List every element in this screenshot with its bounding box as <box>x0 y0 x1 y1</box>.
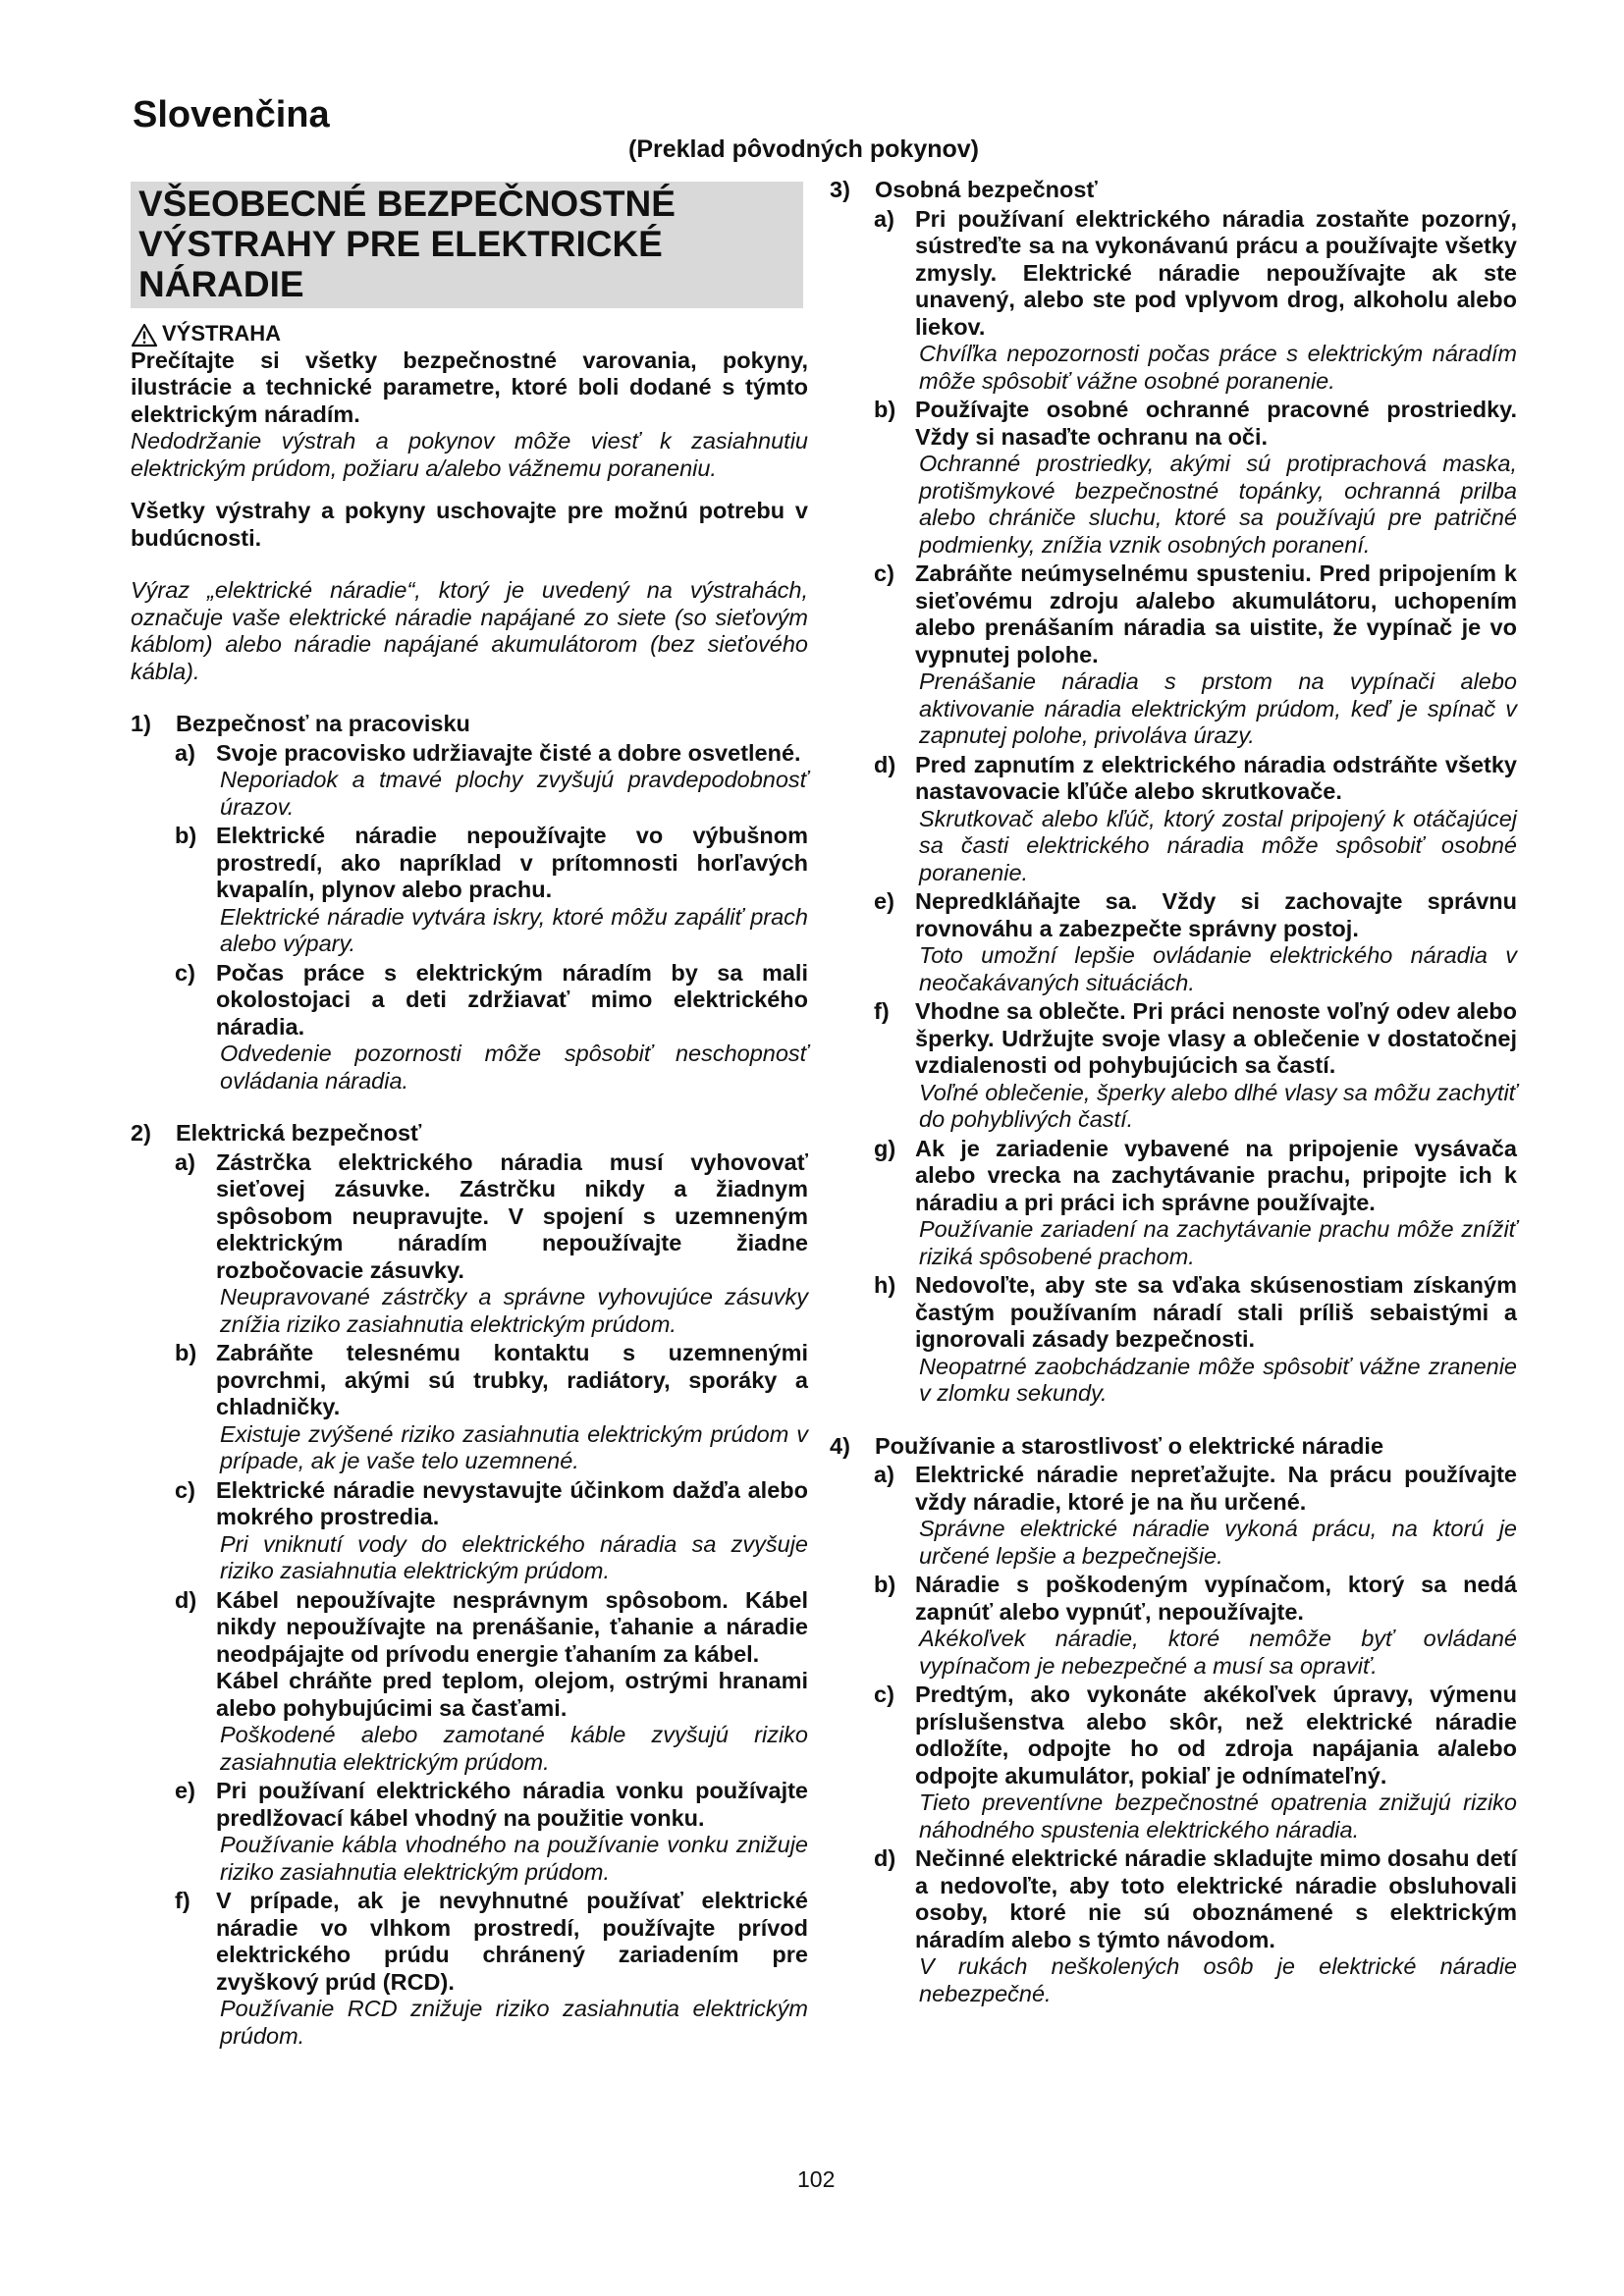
page-number: 102 <box>797 2166 836 2192</box>
warning-consequence: Nedodržanie výstrah a pokynov môže viesť k zasiahnutiu elektrickým prúdom, požiaru a/alebo vážnemu poraneniu. <box>131 428 808 481</box>
list-item: c) Elektrické náradie nevystavujte účinkom dažďa alebo mokrého prostredia. Pri vniknutí vody do elektrického náradia sa zvyšuje riziko zasiahnutia elektrickým prúdom. <box>175 1476 808 1583</box>
list-item: a) Zástrčka elektrického náradia musí vyhovovať sieťovej zásuvke. Zástrčku nikdy a žiadnym spôsobom neupravujte. V spojení s uzemneným elektrickým náradím nepoužívajte žiadne rozbočovacie zásuvky. Neupravované zástrčky a správne vyhovujúce zásuvky znížia riziko zasiahnutia elektrickým prúdom. <box>175 1148 808 1337</box>
list-item: d) Kábel nepoužívajte nesprávnym spôsobom. Kábel nikdy nepoužívajte na prenášanie, ťahanie a náradie neodpájajte od prívodu energie ťahaním za kábel. Kábel chráňte pred teplom, olejom, ostrými hranami alebo pohybujúcimi sa časťami. Poškodené alebo zamotané káble zvyšujú riziko zasiahnutia elektrickým prúdom. <box>175 1586 808 1775</box>
keep-instructions: Všetky výstrahy a pokyny uschovajte pre možnú potrebu v budúcnosti. <box>131 498 808 551</box>
section-personal-safety <box>830 177 1517 1408</box>
warning-triangle-icon <box>131 323 158 347</box>
section-title: 2) Elektrická bezpečnosť <box>131 1120 422 1146</box>
list-item: f) V prípade, ak je nevyhnutné používať elektrické náradie vo vlhkom prostredí, používajte prívod elektrického prúdu chránený zariadením pre zvyškový prúd (RCD). Používanie RCD znižuje riziko zasiahnutia elektrickým prúdom. <box>175 1888 808 2049</box>
translation-note: (Preklad pôvodných pokynov) <box>628 135 980 163</box>
list-item: h) Nedovoľte, aby ste sa vďaka skúsenostiam získaným častým používaním náradí stali príliš sebaistými a ignorovali zásady bezpečnosti. Neopatrné zaobchádzanie môže spôsobiť vážne zranenie v zlomku sekundy. <box>874 1272 1517 1406</box>
language-heading: Slovenčina <box>133 94 330 135</box>
list-item: g) Ak je zariadenie vybavené na pripojenie vysávača alebo vrecka na zachytávanie prachu, pripojte ich k náradiu a pri práci ich správne používajte. Používanie zariadení na zachytávanie prachu môže znížiť riziká spôsobené prachom. <box>874 1135 1517 1269</box>
left-column <box>131 182 808 2050</box>
term-definition: Výraz „elektrické náradie“, ktorý je uvedený na výstrahách, označuje vaše elektrické náradie napájané zo siete (so sieťovým káblom) alebo náradie napájané akumulátorom (bez sieťového kábla). <box>131 577 808 684</box>
title-line: NÁRADIE <box>138 264 304 304</box>
warning-text: Prečítajte si všetky bezpečnostné varovania, pokyny, ilustrácie a technické parametre, ktoré boli dodané s týmto elektrickým náradím. <box>131 347 808 427</box>
warning-heading <box>131 320 808 347</box>
section-electrical-safety <box>131 1120 808 2050</box>
list-item: b) Náradie s poškodeným vypínačom, ktorý sa nedá zapnúť alebo vypnúť, nepoužívajte. Akékoľvek náradie, ktoré nemôže byť ovládané vypínačom je nebezpečné a musí sa opraviť. <box>874 1572 1517 1679</box>
list-item: c) Zabráňte neúmyselnému spusteniu. Pred pripojením k sieťovému zdroju a/alebo akumulátoru, uchopením alebo prenášaním náradia sa uistite, že vypínač je vo vypnutej polohe. Prenášanie náradia s prstom na vypínači alebo aktivovanie náradia elektrickým prúdom, keď je spínač v zapnutej polohe, privoláva úrazy. <box>874 561 1517 748</box>
right-column <box>830 177 1517 2007</box>
warning-label: VÝSTRAHA <box>162 321 282 346</box>
list-item: d) Pred zapnutím z elektrického náradia odstráňte všetky nastavovacie kľúče alebo skrutkovače. Skrutkovač alebo kľúč, ktorý zostal pripojený k otáčajúcej sa časti elektrického náradia môže spôsobiť osobné poranenie. <box>874 751 1517 885</box>
list-item: c) Predtým, ako vykonáte akékoľvek úpravy, výmenu príslušenstva alebo skôr, než elektrické náradie odložíte, odpojte ho od zdroja napájania a/alebo odpojte akumulátor, pokiaľ je odnímateľný. Tieto preventívne bezpečnostné opatrenia znižujú riziko náhodného spustenia elektrického náradia. <box>874 1682 1517 1842</box>
list-item: b) Elektrické náradie nepoužívajte vo výbušnom prostredí, ako napríklad v prítomnosti horľavých kvapalín, plynov alebo prachu. Elektrické náradie vytvára iskry, ktoré môžu zapáliť prach alebo výpary. <box>175 823 808 956</box>
list-item: b) Zabráňte telesnému kontaktu s uzemnenými povrchmi, akými sú trubky, radiátory, sporáky a chladničky. Existuje zvýšené riziko zasiahnutia elektrickým prúdom v prípade, ak je vaše telo uzemnené. <box>175 1340 808 1473</box>
list-item: b) Používajte osobné ochranné pracovné prostriedky. Vždy si nasaďte ochranu na oči. Ochranné prostriedky, akými sú protiprachová maska, protišmykové bezpečnostné topánky, ochranná prilba alebo chrániče sluchu, ktoré sa používajú pre patričné podmienky, znížia vznik osobných poranení. <box>874 397 1517 558</box>
section-title: 1) Bezpečnosť na pracovisku <box>131 711 470 736</box>
section-work-area <box>131 711 808 1095</box>
list-item: a) Pri používaní elektrického náradia zostaňte pozorný, sústreďte sa na vykonávanú prácu a používajte všetky zmysly. Elektrické náradie nepoužívajte ak ste unavený, alebo ste pod vplyvom drog, alkoholu alebo liekov. Chvíľka nepozornosti počas práce s elektrickým náradím môže spôsobiť vážne osobné poranenie. <box>874 205 1517 394</box>
list-item: f) Vhodne sa oblečte. Pri práci nenoste voľný odev alebo šperky. Udržujte svoje vlasy a oblečenie v dostatočnej vzdialenosti od pohybujúcich sa častí. Voľné oblečenie, šperky alebo dlhé vlasy sa môžu zachytiť do pohyblivých častí. <box>874 998 1517 1132</box>
title-line: VÝSTRAHY PRE ELEKTRICKÉ <box>138 224 663 264</box>
list-item: a) Elektrické náradie nepreťažujte. Na prácu používajte vždy náradie, ktoré je na ňu určené. Správne elektrické náradie vykoná prácu, na ktorú je určené lepšie a bezpečnejšie. <box>874 1462 1517 1569</box>
list-item: e) Nepredkláňajte sa. Vždy si zachovajte správnu rovnováhu a zabezpečte správny postoj. Toto umožní lepšie ovládanie elektrického náradia v neočakávaných situáciách. <box>874 888 1517 995</box>
title-line: VŠEOBECNÉ BEZPEČNOSTNÉ <box>138 184 676 224</box>
section-title: 3) Osobná bezpečnosť <box>830 177 1098 202</box>
list-item: d) Nečinné elektrické náradie skladujte mimo dosahu detí a nedovoľte, aby toto elektrické náradie obsluhovali osoby, ktoré nie sú oboznámené s elektrickým náradím alebo s týmto návodom. V rukách neškolených osôb je elektrické náradie nebezpečné. <box>874 1845 1517 2006</box>
section-title: 4) Používanie a starostlivosť o elektrické náradie <box>830 1432 1384 1459</box>
list-item: e) Pri používaní elektrického náradia vonku používajte predlžovací kábel vhodný na použitie vonku. Používanie kábla vhodného na používanie vonku znižuje riziko zasiahnutia elektrickým prúdom. <box>175 1778 808 1885</box>
list-item: a) Svoje pracovisko udržiavajte čisté a dobre osvetlené. Neporiadok a tmavé plochy zvyšujú pravdepodobnosť úrazov. <box>175 739 808 820</box>
document-title-box <box>131 182 803 308</box>
section-tool-use-care <box>830 1433 1517 2008</box>
list-item: c) Počas práce s elektrickým náradím by sa mali okolostojaci a deti zdržiavať mimo elektrického náradia. Odvedenie pozornosti môže spôsobiť neschopnosť ovládania náradia. <box>175 959 808 1094</box>
